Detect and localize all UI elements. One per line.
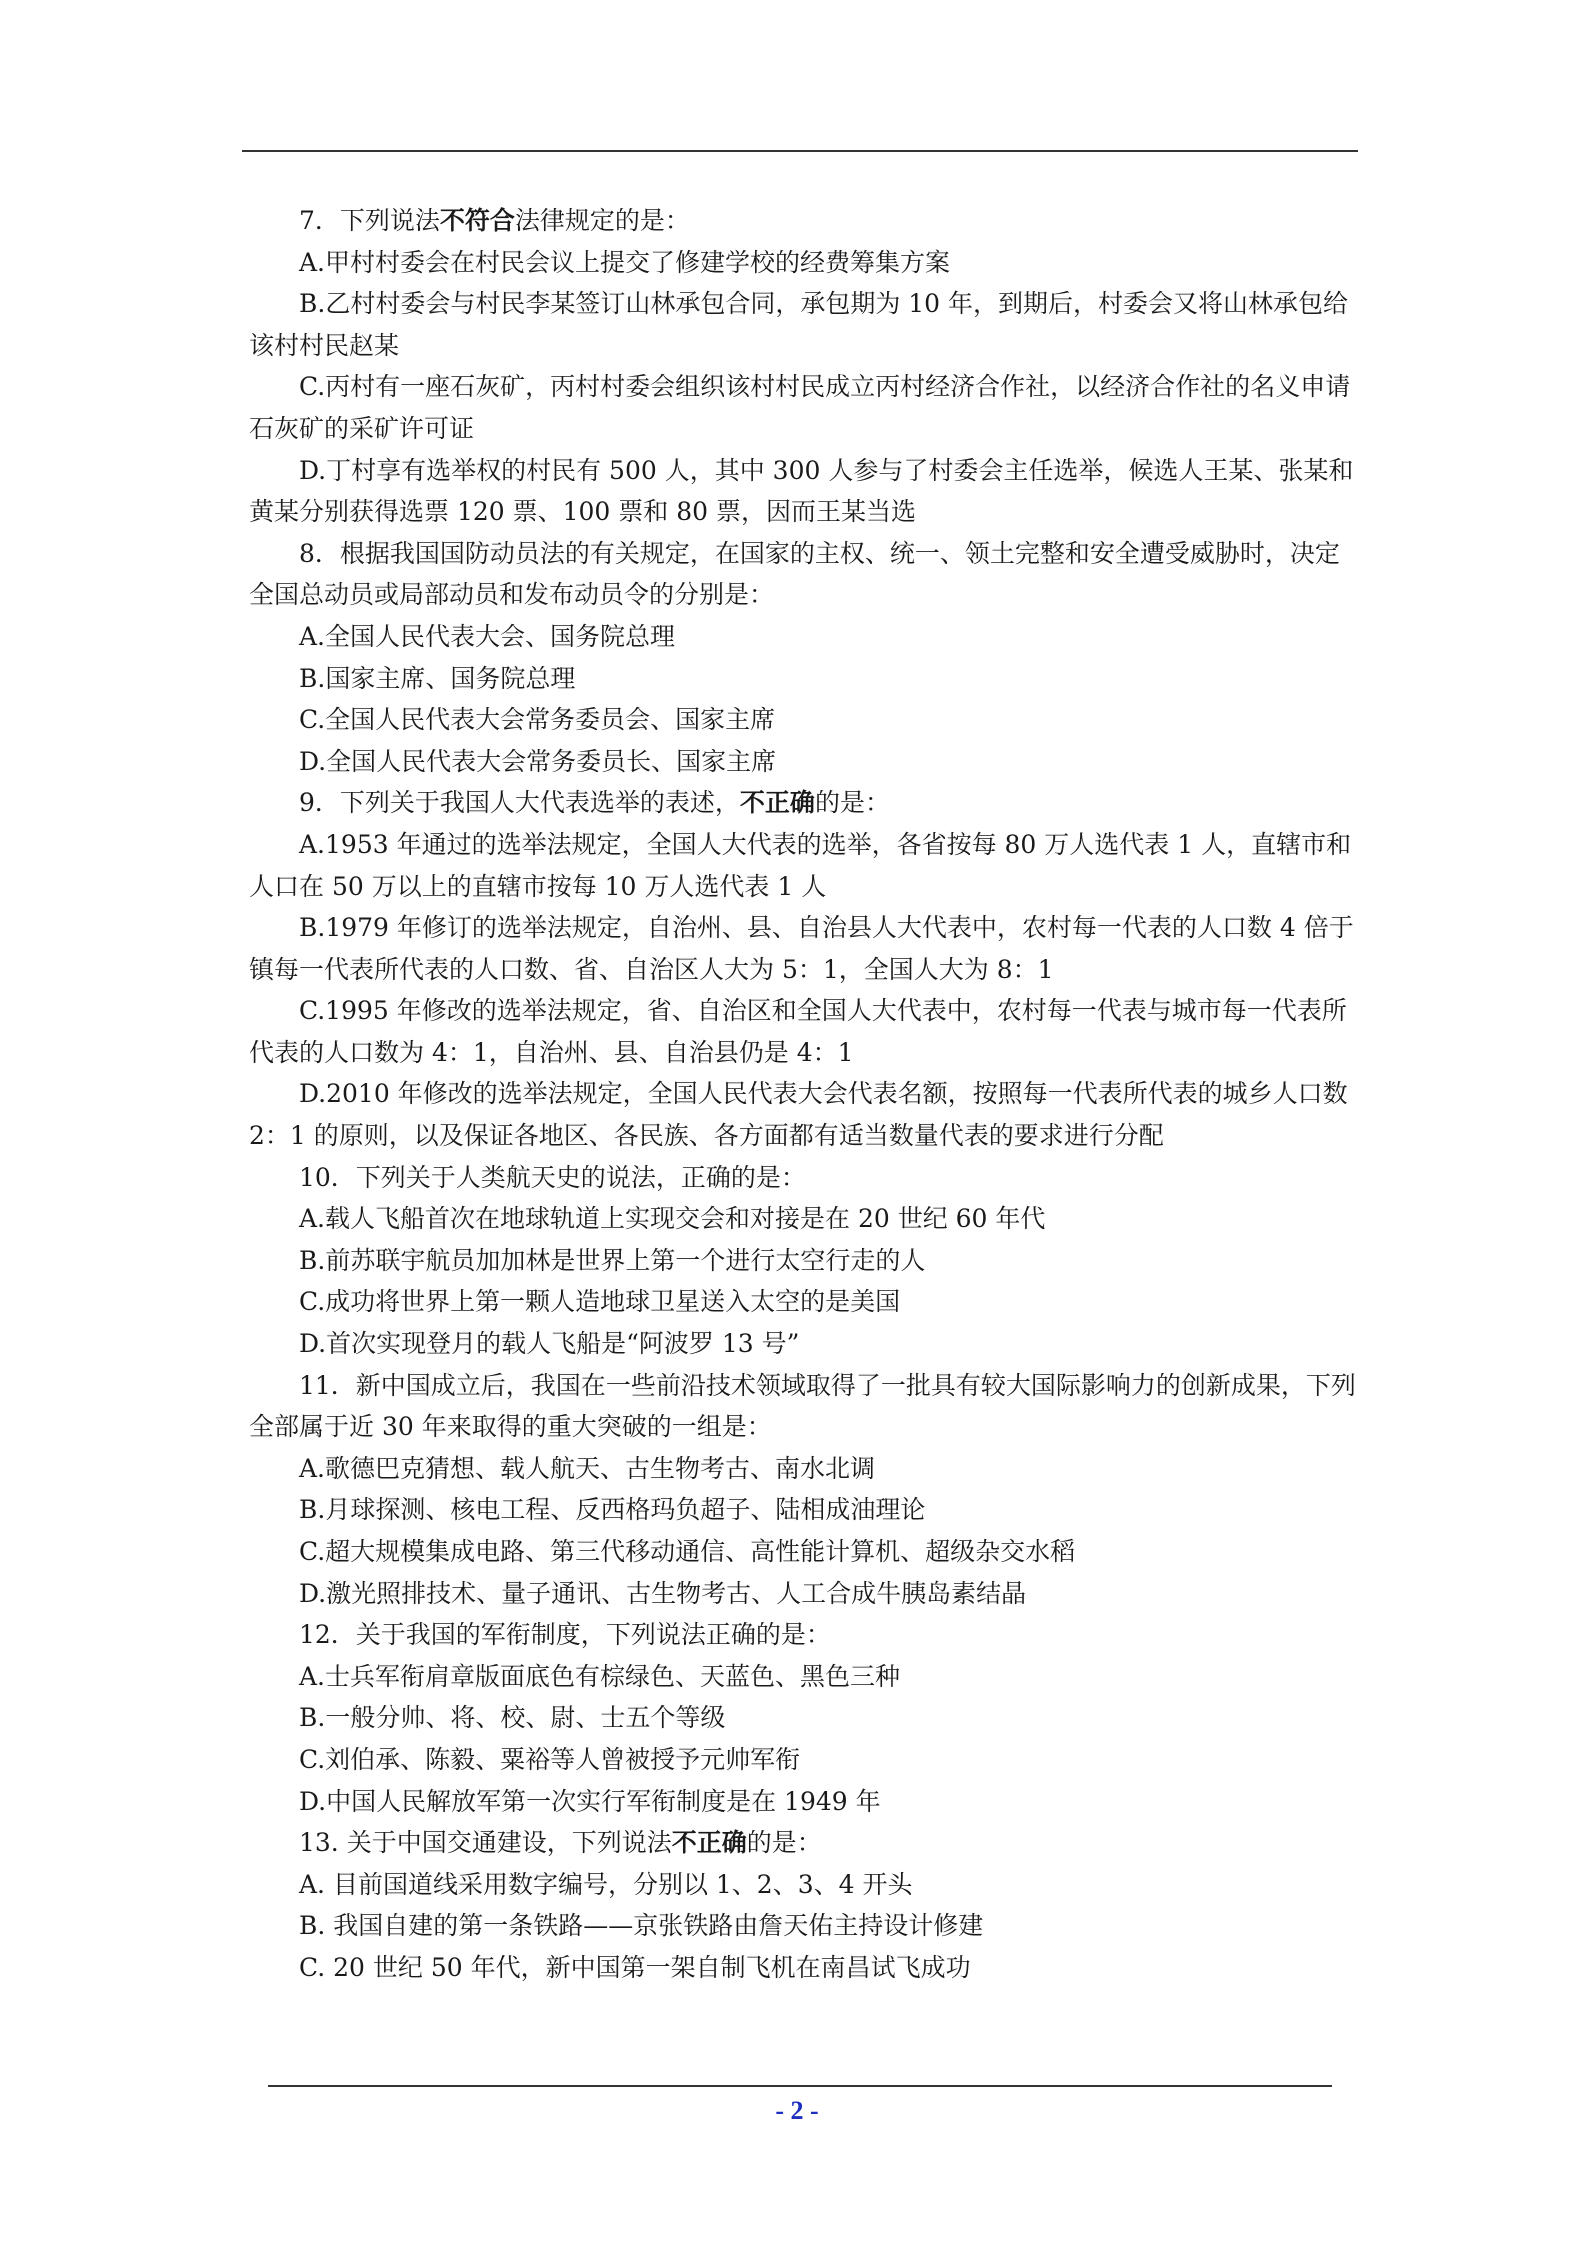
- question-12-option-c: C.刘伯承、陈毅、粟裕等人曾被授予元帅军衔: [299, 1744, 801, 1774]
- question-8-option-b: B.国家主席、国务院总理: [299, 663, 576, 693]
- page-number: - 2 -: [775, 2096, 819, 2125]
- question-11-option-d: D.激光照排技术、量子通讯、古生物考古、人工合成牛胰岛素结晶: [299, 1578, 1027, 1608]
- header-rule: [242, 150, 1358, 152]
- question-9-option-d: D.2010 年修改的选举法规定，全国人民代表大会代表名额，按照每一代表所代表的城乡人口数 2：1 的原则，以及保证各地区、各民族、各方面都有适当数量代表的要求进行分配: [249, 1079, 1348, 1151]
- question-13-stem: 13. 关于中国交通建设，下列说法不正确的是：: [299, 1828, 822, 1858]
- question-7-option-a: A.甲村村委会在村民会议上提交了修建学校的经费筹集方案: [299, 247, 951, 277]
- question-12-option-b: B.一般分帅、将、校、尉、士五个等级: [299, 1703, 726, 1733]
- footer-rule: [268, 2085, 1332, 2087]
- question-12-option-d: D.中国人民解放军第一次实行军衔制度是在 1949 年: [299, 1786, 881, 1816]
- emphasis: 不正确: [671, 1828, 747, 1858]
- question-12-stem: 12．关于我国的军衔制度，下列说法正确的是：: [299, 1620, 831, 1650]
- question-10-option-a: A.载人飞船首次在地球轨道上实现交会和对接是在 20 世纪 60 年代: [299, 1204, 1046, 1234]
- question-13-option-b: B. 我国自建的第一条铁路——京张铁路由詹天佑主持设计修建: [299, 1911, 984, 1941]
- question-7-option-d: D.丁村享有选举权的村民有 500 人，其中 300 人参与了村委会主任选举，候选人王某、张某和黄某分别获得选票 120 票、100 票和 80 票，因而王某当选: [249, 455, 1354, 527]
- question-10-option-d: D.首次实现登月的载人飞船是“阿波罗 13 号”: [299, 1329, 800, 1359]
- question-13-option-c: C. 20 世纪 50 年代，新中国第一架自制飞机在南昌试飞成功: [299, 1952, 971, 1982]
- question-12-option-a: A.士兵军衔肩章版面底色有棕绿色、天蓝色、黑色三种: [299, 1661, 901, 1691]
- question-7-option-c: C.丙村有一座石灰矿，丙村村委会组织该村村民成立丙村经济合作社，以经济合作社的名义申请石灰矿的采矿许可证: [249, 372, 1351, 443]
- question-9-stem: 9．下列关于我国人大代表选举的表述，不正确的是：: [299, 788, 890, 818]
- question-8-option-d: D.全国人民代表大会常务委员长、国家主席: [299, 746, 777, 776]
- question-7-stem: 7．下列说法不符合法律规定的是：: [299, 206, 690, 235]
- question-10-option-b: B.前苏联宇航员加加林是世界上第一个进行太空行走的人: [299, 1245, 926, 1275]
- emphasis: 不符合: [439, 206, 515, 235]
- question-7-option-b: B.乙村村委会与村民李某签订山林承包合同，承包期为 10 年，到期后，村委会又将山林承包给该村村民赵某: [249, 289, 1349, 360]
- question-11-option-a: A.歌德巴克猜想、载人航天、古生物考古、南水北调: [299, 1453, 876, 1483]
- question-8-option-c: C.全国人民代表大会常务委员会、国家主席: [299, 705, 776, 735]
- question-10-stem: 10．下列关于人类航天史的说法，正确的是：: [299, 1162, 806, 1192]
- question-10-option-c: C.成功将世界上第一颗人造地球卫星送入太空的是美国: [299, 1287, 901, 1317]
- question-9-option-c: C.1995 年修改的选举法规定，省、自治区和全国人大代表中，农村每一代表与城市每一代表所代表的人口数为 4：1，自治州、县、自治县仍是 4：1: [249, 996, 1347, 1067]
- question-9-option-b: B.1979 年修订的选举法规定，自治州、县、自治县人大代表中，农村每一代表的人口数 4 倍于镇每一代表所代表的人口数、省、自治区人大为 5：1，全国人大为 8：1: [249, 913, 1354, 984]
- question-8-option-a: A.全国人民代表大会、国务院总理: [299, 621, 676, 651]
- question-list: [249, 200, 1358, 1989]
- emphasis: 不正确: [739, 788, 815, 818]
- question-13-option-a: A. 目前国道线采用数字编号，分别以 1、2、3、4 开头: [299, 1869, 913, 1899]
- question-9-option-a: A.1953 年通过的选举法规定，全国人大代表的选举，各省按每 80 万人选代表 1 人，直辖市和人口在 50 万以上的直辖市按每 10 万人选代表 1 人: [249, 829, 1352, 901]
- question-11-option-c: C.超大规模集成电路、第三代移动通信、高性能计算机、超级杂交水稻: [299, 1537, 1076, 1566]
- question-11-option-b: B.月球探测、核电工程、反西格玛负超子、陆相成油理论: [299, 1495, 926, 1525]
- question-11-stem: 11．新中国成立后，我国在一些前沿技术领域取得了一批具有较大国际影响力的创新成果，下列全部属于近 30 年来取得的重大突破的一组是：: [249, 1370, 1356, 1442]
- question-8-stem: 8．根据我国国防动员法的有关规定，在国家的主权、统一、领土完整和安全遭受威胁时，决定全国总动员或局部动员和发布动员令的分别是：: [249, 538, 1340, 610]
